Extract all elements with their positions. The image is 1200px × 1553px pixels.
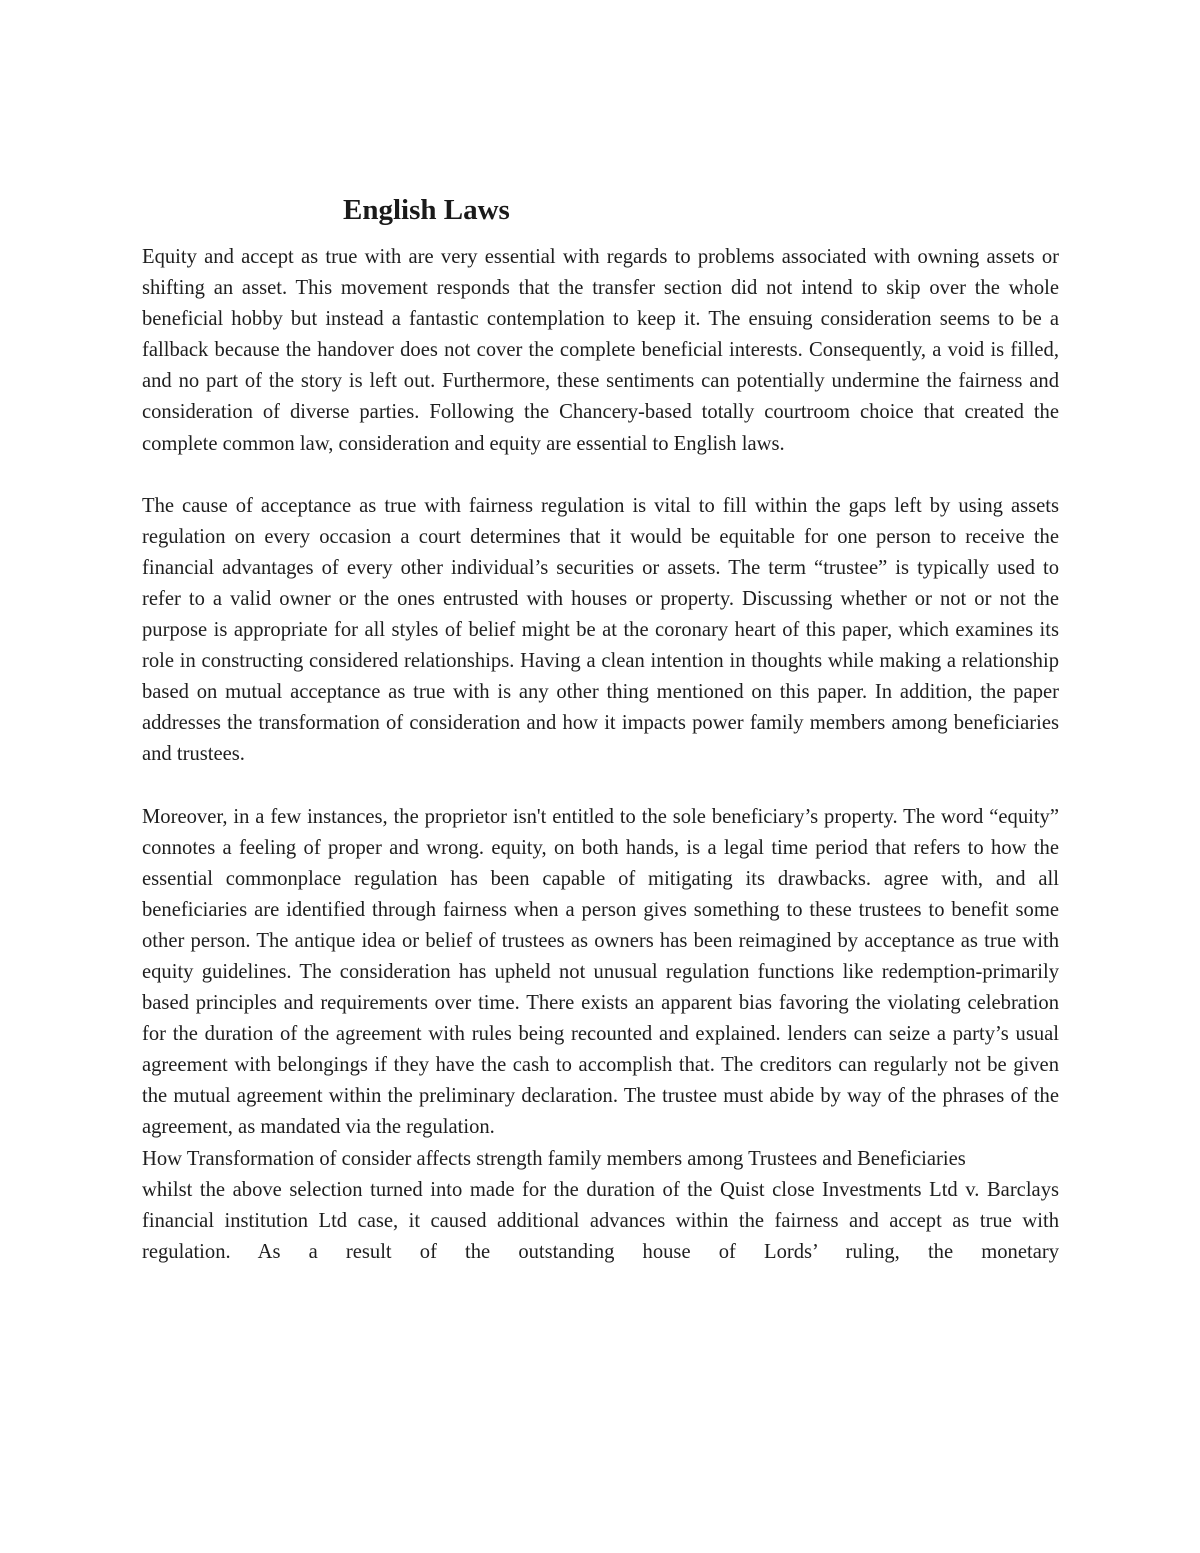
document-body	[142, 242, 1059, 1268]
paragraph-proprietor-equity: Moreover, in a few instances, the proprietor isn't entitled to the sole beneficiary’s property. The word “equity” connotes a feeling of proper and wrong. equity, on both hands, is a legal time period that refers to how the essential commonplace regulation has been capable of mitigating its drawbacks. agree with, and all beneficiaries are identified through fairness when a person gives something to these trustees to benefit some other person. The antique idea or belief of trustees as owners has been reimagined by acceptance as true with equity guidelines. The consideration has upheld not unusual regulation functions like redemption-primarily based principles and requirements over time. There exists an apparent bias favoring the violating celebration for the duration of the agreement with rules being recounted and explained. lenders can seize a party’s usual agreement with belongings if they have the cash to accomplish that. The creditors can regularly not be given the mutual agreement within the preliminary declaration. The trustee must abide by way of the phrases of the agreement, as mandated via the regulation.	[142, 805, 1059, 1139]
paragraph-equity-intro: Equity and accept as true with are very essential with regards to problems associated with owning assets or shifting an asset. This movement responds that the transfer section did not intend to skip over the whole beneficial hobby but instead a fantastic contemplation to keep it. The ensuing consideration seems to be a fallback because the handover does not cover the complete beneficial interests. Consequently, a void is filled, and no part of the story is left out. Furthermore, these sentiments can potentially undermine the fairness and consideration of diverse parties. Following the Chancery-based totally courtroom choice that created the complete common law, consideration and equity are essential to English laws.	[142, 246, 1059, 455]
paragraph-quistclose-case: whilst the above selection turned into made for the duration of the Quist close Investments Ltd v. Barclays financial institution Ltd case, it caused additional advances within the fairness and accept as true with regulation. As a result of the outstanding house of Lords’ ruling, the monetary	[142, 1178, 1059, 1263]
section-heading-transformation: How Transformation of consider affects strength family members among Trustees and Beneficiaries	[142, 1147, 966, 1170]
document-title: English Laws	[343, 194, 510, 226]
paragraph-trust-fairness: The cause of acceptance as true with fairness regulation is vital to fill within the gaps left by using assets regulation on every occasion a court determines that it would be equitable for one person to receive the financial advantages of every other individual’s securities or assets. The term “trustee” is typically used to refer to a valid owner or the ones entrusted with houses or property. Discussing whether or not or not the purpose is appropriate for all styles of belief might be at the coronary heart of this paper, which examines its role in constructing considered relationships. Having a clean intention in thoughts while making a relationship based on mutual acceptance as true with is any other thing mentioned on this paper. In addition, the paper addresses the transformation of consideration and how it impacts power family members among beneficiaries and trustees.	[142, 494, 1059, 766]
